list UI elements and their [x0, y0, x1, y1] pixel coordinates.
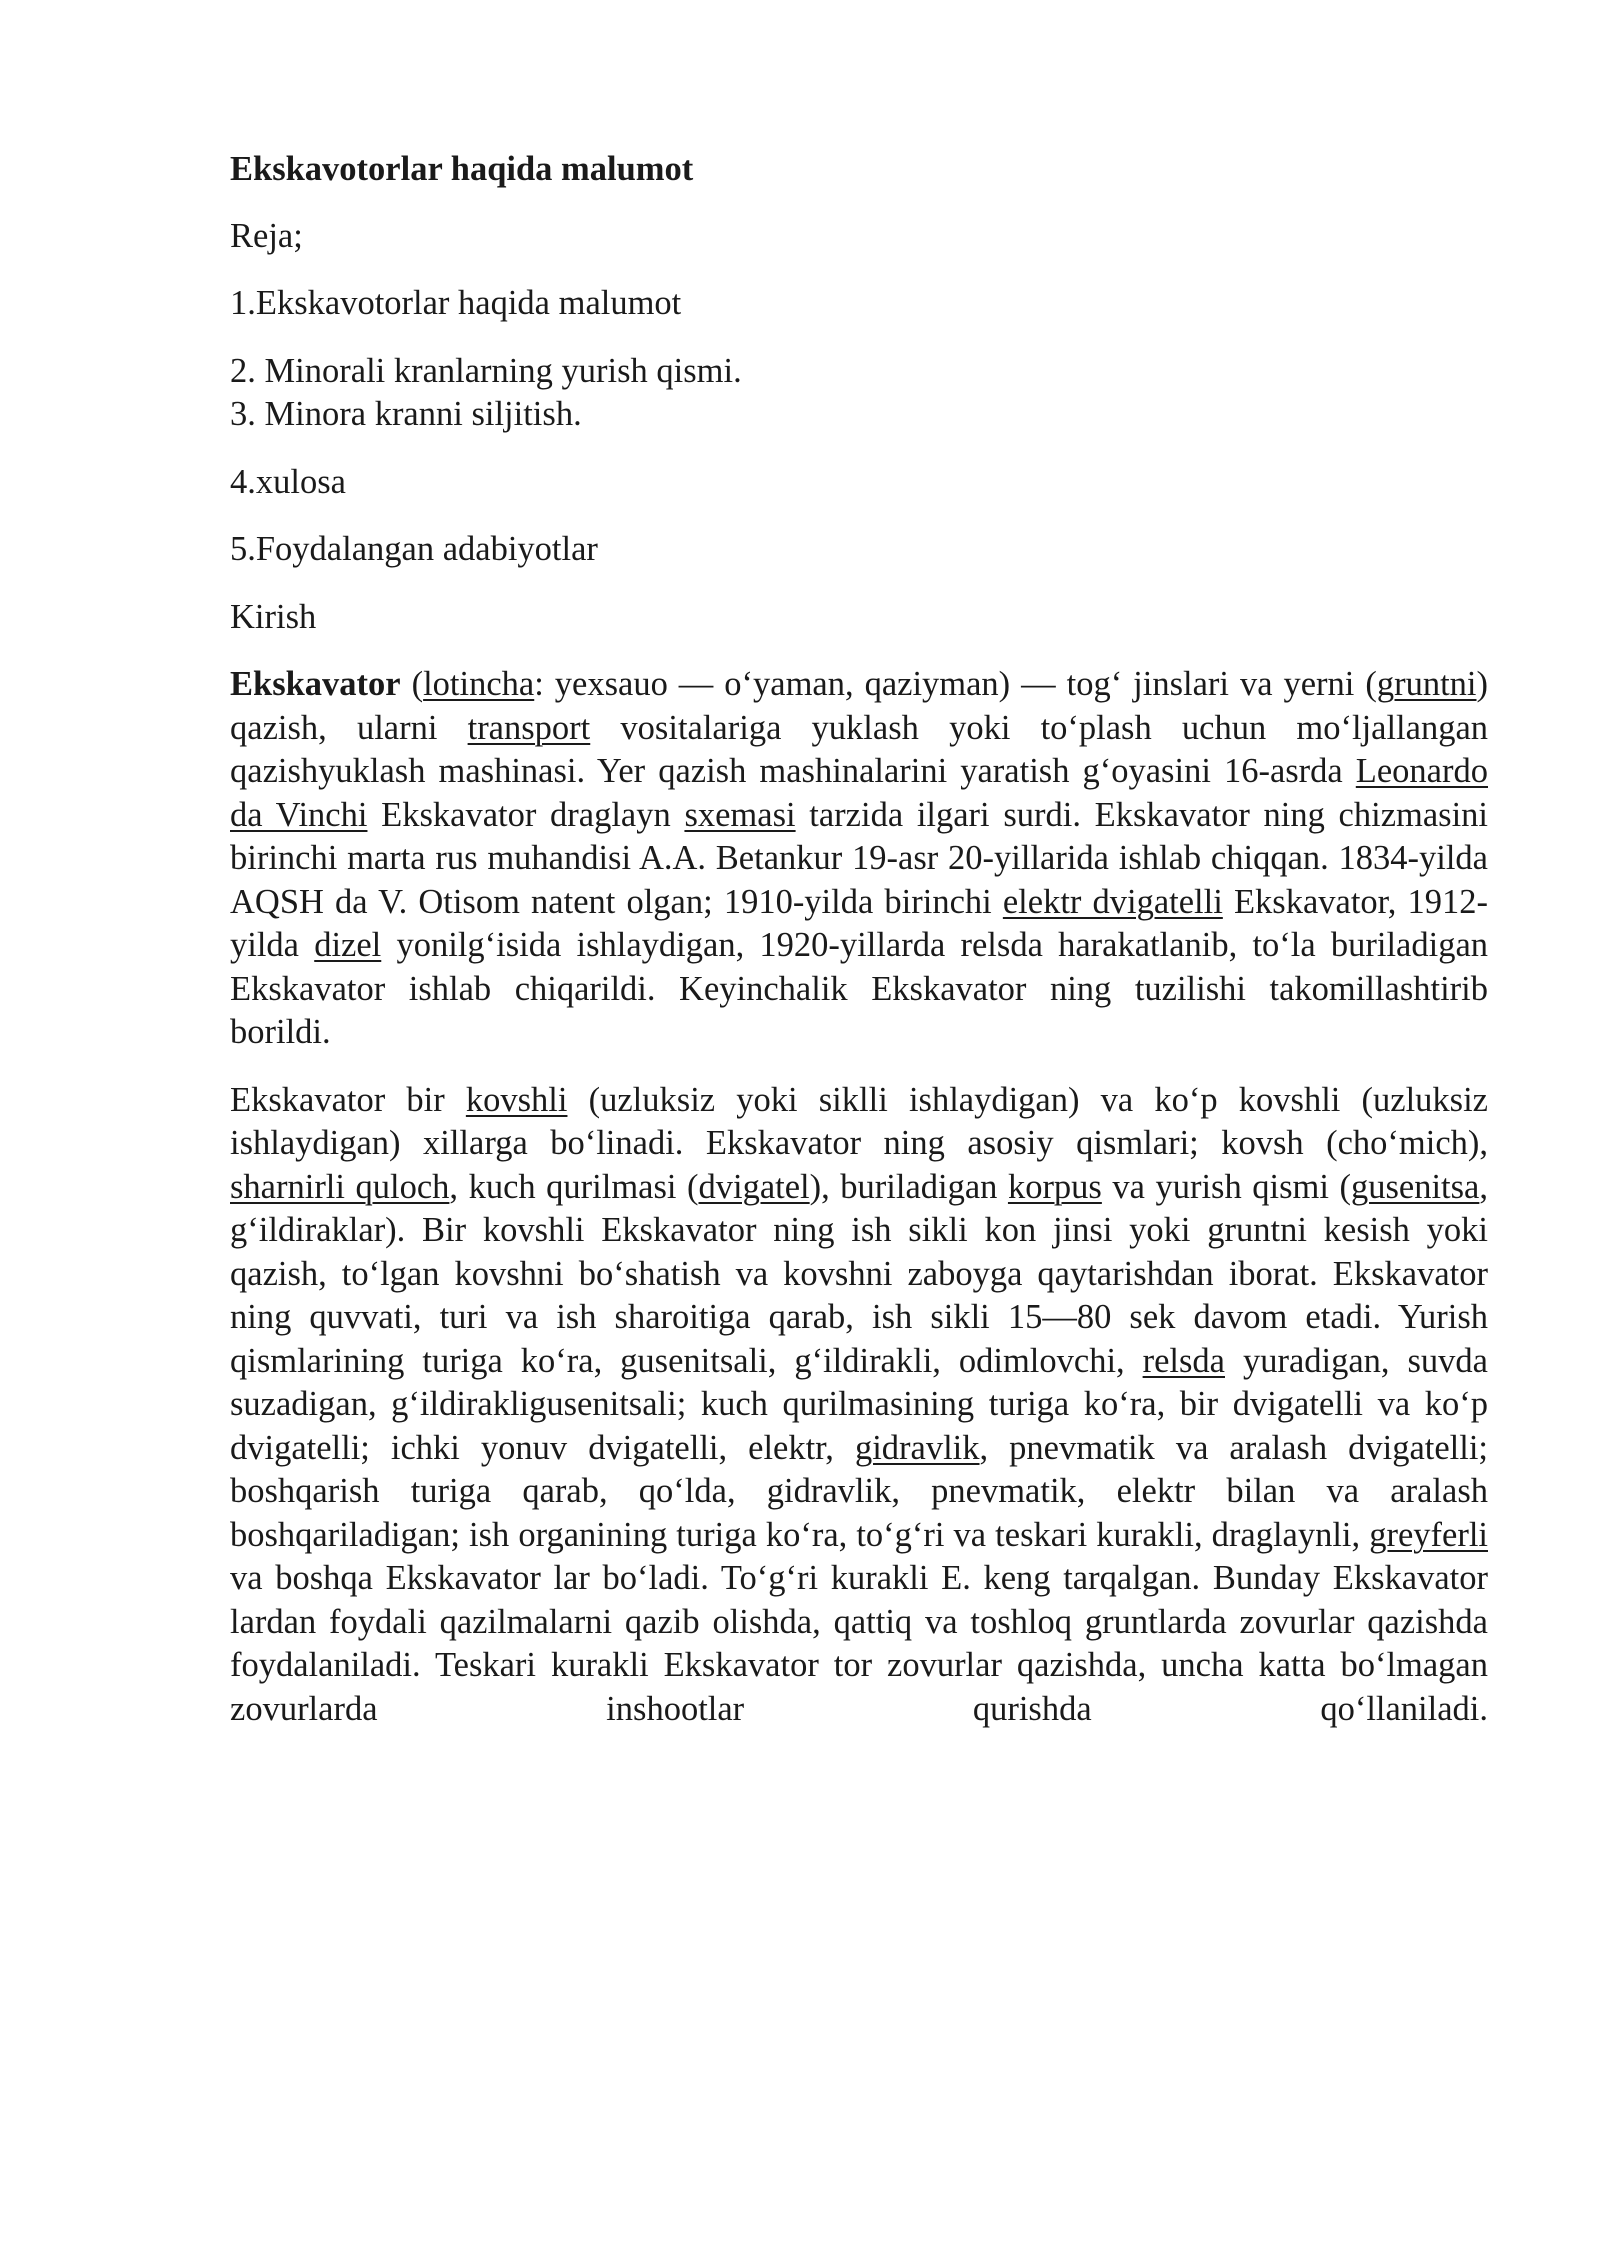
text-run: va yurish qismi ( [1101, 1167, 1351, 1206]
text-run: tarzida ilgari surdi. Ekskavator ning chizmasini birinchi marta rus muhandisi A.A. Betankur 19-asr 20-yillarida ishlab chiqqan. 1834-yilda AQSH da V. Otisom natent olgan; 1910-yilda birinchi [230, 795, 1488, 921]
plan-item-3: 3. Minora kranni siljitish. [230, 395, 582, 433]
text-run: ) qazish, ularni [230, 665, 1488, 747]
link-leonardo-da-vinchi[interactable]: Leonardo da Vinchi [230, 752, 1488, 834]
link-relsda[interactable]: relsda [1142, 1341, 1225, 1380]
text-run: vositalariga yuklash yoki to‘plash uchun mo‘ljallangan qazishyuklash mashinasi. Yer qazish mashinalarini yaratish g‘oyasini 16-asrda [230, 708, 1489, 790]
plan-item-5: 5.Foydalangan adabiyotlar [230, 530, 598, 568]
link-lotincha[interactable]: lotincha [423, 665, 535, 703]
document-title: Ekskavotorlar haqida malumot [230, 150, 694, 188]
text-run: , kuch qurilmasi ( [449, 1167, 699, 1206]
paragraph-types [230, 1079, 1488, 1732]
plan-item-4: 4.xulosa [230, 462, 346, 501]
intro-heading: Kirish [230, 597, 317, 636]
text-run: Ekskavator bir [230, 1080, 466, 1119]
link-gusenitsa[interactable]: gusenitsa [1350, 1167, 1480, 1206]
text-run: ( [400, 665, 424, 703]
text-run: : yexsauo — o‘yaman, qaziyman) — tog‘ jinslari va yerni ( [534, 665, 1377, 703]
plan-item-2: 2. Minorali kranlarning yurish qismi. [230, 351, 742, 390]
link-kovshli[interactable]: kovshli [465, 1080, 568, 1119]
text-run: va boshqa Ekskavator lar bo‘ladi. To‘g‘ri kurakli E. keng tarqalgan. Bunday Ekskavator lardan foydali qazilmalarni qazib olishda, qattiq va toshloq gruntlarda zovurlar qazishda foydalaniladi. Teskari kurakli Ekskavator tor zovurlar qazishda, uncha katta bo‘lmagan zovurlarda inshootlar qurishda qo‘llaniladi. [230, 1559, 1488, 1728]
link-gidravlik[interactable]: gidravlik [854, 1428, 980, 1467]
link-elektr-dvigatelli[interactable]: elektr dvigatelli [1002, 882, 1223, 921]
link-sharnirli-quloch[interactable]: sharnirli quloch [230, 1167, 450, 1206]
text-run: , pnevmatik va aralash dvigatelli; boshqarish turiga qarab, qo‘lda, gidravlik, pnevmatik, elektr bilan va aralash boshqariladigan; ish organining turiga ko‘ra, to‘g‘ri va teskari kurakli, draglaynli, [230, 1428, 1488, 1554]
link-sxemasi[interactable]: sxemasi [684, 795, 796, 834]
link-korpus[interactable]: korpus [1007, 1167, 1102, 1206]
link-transport[interactable]: transport [467, 708, 591, 747]
paragraph-intro [230, 663, 1488, 1055]
text-run: yonilg‘isida ishlaydigan, 1920-yillarda relsda harakatlanib, to‘la buriladigan Ekskavator ishlab chiqarildi. Keyinchalik Ekskavator ning tuzilishi takomillashtirib borildi. [230, 926, 1489, 1051]
text-run: Ekskavator, 1912-yilda [230, 882, 1489, 964]
text-run: Ekskavator draglayn [367, 795, 685, 834]
text-run: ), buriladigan [809, 1167, 1008, 1206]
term-ekskavator: Ekskavator [230, 665, 401, 703]
link-dvigatel[interactable]: dvigatel [698, 1167, 810, 1206]
plan-label: Reja; [230, 216, 303, 255]
plan-item-1: 1.Ekskavotorlar haqida malumot [230, 284, 682, 322]
link-gruntni[interactable]: gruntni [1376, 665, 1477, 703]
text-run: (uzluksiz yoki siklli ishlaydigan) va ko‘p kovshli (uzluksiz ishlaydigan) xillarga bo‘linadi. Ekskavator ning asosiy qismlari; kovsh (cho‘mich), [230, 1080, 1488, 1162]
link-greyferli[interactable]: greyferli [1369, 1515, 1488, 1554]
document-page [230, 148, 1488, 1755]
text-run: yuradigan, suvda suzadigan, g‘ildirakligusenitsali; kuch qurilmasining turiga ko‘ra, bir dvigatelli va ko‘p dvigatelli; ichki yonuv dvigatelli, elektr, [230, 1341, 1488, 1467]
link-dizel[interactable]: dizel [314, 926, 382, 964]
text-run: , g‘ildiraklar). Bir kovshli Ekskavator ning ish sikli kon jinsi yoki gruntni kesish yoki qazish, to‘lgan kovshni bo‘shatish va kovshni zaboyga qaytarishdan iborat. Ekskavator ning quvvati, turi va ish sharoitiga qarab, ish sikli 15—80 sek davom etadi. Yurish qismlarining turiga ko‘ra, gusenitsali, g‘ildirakli, odimlovchi, [230, 1167, 1488, 1380]
